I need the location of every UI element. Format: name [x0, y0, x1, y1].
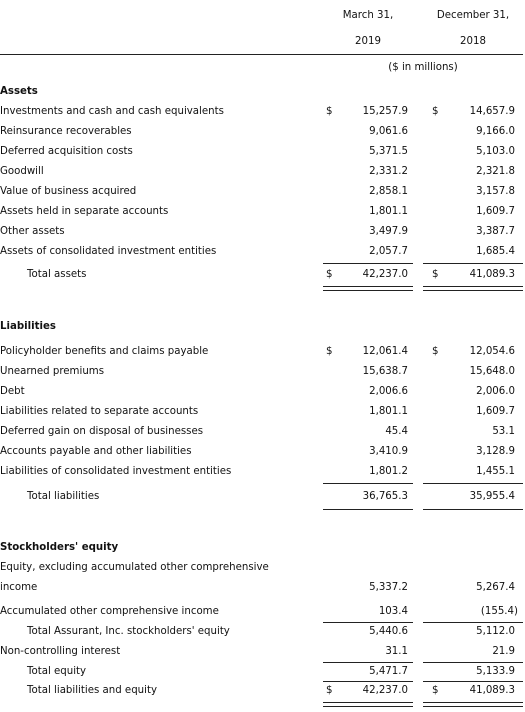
equity-ex-aoci-label-line2: income: [0, 582, 38, 593]
total-assurant-equity-2019: 5,440.6: [369, 626, 408, 637]
subtotal-rule: [323, 662, 413, 663]
assets-row-value-2018: 5,103.0: [476, 146, 515, 157]
liabilities-row-value-2018: 53.1: [492, 426, 515, 437]
assets-row-value-2019: 9,061.6: [369, 126, 408, 137]
assets-row-value-2019: 2,858.1: [369, 186, 408, 197]
liabilities-row-value-2019: 45.4: [385, 426, 408, 437]
subtotal-rule: [323, 622, 413, 623]
nci-label: Non-controlling interest: [0, 646, 121, 657]
assets-row-label: Deferred acquisition costs: [0, 146, 133, 157]
total-double-rule: [423, 286, 523, 291]
assets-row-value-2019: 5,371.5: [369, 146, 408, 157]
nci-2019: 31.1: [385, 646, 408, 657]
header-rule: [0, 54, 523, 55]
total-equity-2018: 5,133.9: [476, 666, 515, 677]
assets-row-label: Value of business acquired: [0, 186, 137, 197]
assets-row-label: Other assets: [0, 226, 65, 237]
assets-row-value-2018: 14,657.9: [469, 106, 515, 117]
dollar-sign: $: [432, 685, 439, 696]
assets-row-value-2019: 15,257.9: [362, 106, 408, 117]
aoci-label: Accumulated other comprehensive income: [0, 606, 219, 617]
assets-row-value-2018: 1,685.4: [476, 246, 515, 257]
assets-row-value-2018: 2,321.8: [476, 166, 515, 177]
assets-row-value-2019: 3,497.9: [369, 226, 408, 237]
total-liabilities-2019: 36,765.3: [362, 491, 408, 502]
total-equity-2019: 5,471.7: [369, 666, 408, 677]
liabilities-row-value-2019: 3,410.9: [369, 446, 408, 457]
col2-header-line1: December 31,: [436, 10, 510, 21]
assets-row-value-2019: 1,801.1: [369, 206, 408, 217]
liabilities-row-value-2018: 15,648.0: [469, 366, 515, 377]
liabilities-row-label: Policyholder benefits and claims payable: [0, 346, 209, 357]
assets-row-label: Assets held in separate accounts: [0, 206, 169, 217]
dollar-sign: $: [326, 106, 333, 117]
assets-row-label: Assets of consolidated investment entities: [0, 246, 217, 257]
nci-2018: 21.9: [492, 646, 515, 657]
dollar-sign: $: [326, 269, 333, 280]
dollar-sign: $: [432, 346, 439, 357]
subtotal-rule: [323, 681, 413, 682]
total-liabilities-equity-label: Total liabilities and equity: [27, 685, 157, 696]
liabilities-row-value-2019: 15,638.7: [362, 366, 408, 377]
total-double-rule: [423, 702, 523, 707]
total-equity-label: Total equity: [27, 666, 87, 677]
liabilities-row-value-2018: 3,128.9: [476, 446, 515, 457]
subtotal-rule: [423, 509, 523, 510]
assets-row-label: Investments and cash and cash equivalents: [0, 106, 224, 117]
assets-row-value-2018: 9,166.0: [476, 126, 515, 137]
liabilities-row-value-2018: 12,054.6: [469, 346, 515, 357]
liabilities-row-label: Deferred gain on disposal of businesses: [0, 426, 204, 437]
total-liabilities-equity-2019: 42,237.0: [362, 685, 408, 696]
liabilities-row-value-2019: 1,801.2: [369, 466, 408, 477]
subtotal-rule: [423, 483, 523, 484]
assets-row-label: Reinsurance recoverables: [0, 126, 132, 137]
liabilities-row-value-2019: 2,006.6: [369, 386, 408, 397]
liabilities-row-value-2019: 1,801.1: [369, 406, 408, 417]
equity-heading: Stockholders' equity: [0, 542, 119, 553]
assets-row-value-2019: 2,057.7: [369, 246, 408, 257]
subtotal-rule: [423, 662, 523, 663]
assets-row-label: Goodwill: [0, 166, 44, 177]
col2-header-year: 2018: [460, 36, 486, 47]
assets-heading: Assets: [0, 86, 38, 97]
subtotal-rule: [323, 509, 413, 510]
total-liabilities-label: Total liabilities: [27, 491, 100, 502]
units-label: ($ in millions): [388, 62, 458, 73]
col1-header-year: 2019: [355, 36, 381, 47]
total-assets-2018: 41,089.3: [469, 269, 515, 280]
assets-row-value-2018: 3,387.7: [476, 226, 515, 237]
subtotal-rule: [423, 263, 523, 264]
col1-header-line1: March 31,: [342, 10, 394, 21]
subtotal-rule: [323, 483, 413, 484]
subtotal-rule: [323, 263, 413, 264]
dollar-sign: $: [326, 685, 333, 696]
liabilities-row-label: Debt: [0, 386, 25, 397]
liabilities-row-label: Liabilities related to separate accounts: [0, 406, 199, 417]
liabilities-row-label: Accounts payable and other liabilities: [0, 446, 192, 457]
liabilities-row-value-2018: 1,609.7: [476, 406, 515, 417]
total-assets-label: Total assets: [27, 269, 87, 280]
total-liabilities-equity-2018: 41,089.3: [469, 685, 515, 696]
assets-row-value-2019: 2,331.2: [369, 166, 408, 177]
assets-row-value-2018: 3,157.8: [476, 186, 515, 197]
liabilities-row-value-2019: 12,061.4: [362, 346, 408, 357]
total-double-rule: [323, 702, 413, 707]
aoci-2019: 103.4: [378, 606, 408, 617]
liabilities-row-label: Liabilities of consolidated investment entities: [0, 466, 232, 477]
equity-ex-aoci-2018: 5,267.4: [476, 582, 515, 593]
total-liabilities-2018: 35,955.4: [469, 491, 515, 502]
liabilities-row-label: Unearned premiums: [0, 366, 105, 377]
total-assurant-equity-2018: 5,112.0: [476, 626, 515, 637]
dollar-sign: $: [432, 106, 439, 117]
liabilities-row-value-2018: 2,006.0: [476, 386, 515, 397]
subtotal-rule: [423, 622, 523, 623]
total-assets-2019: 42,237.0: [362, 269, 408, 280]
aoci-2018: (155.4): [480, 606, 518, 617]
assets-row-value-2018: 1,609.7: [476, 206, 515, 217]
total-double-rule: [323, 286, 413, 291]
equity-ex-aoci-2019: 5,337.2: [369, 582, 408, 593]
equity-ex-aoci-label-line1: Equity, excluding accumulated other comprehensive: [0, 562, 269, 573]
dollar-sign: $: [326, 346, 333, 357]
total-assurant-equity-label: Total Assurant, Inc. stockholders' equity: [27, 626, 230, 637]
liabilities-heading: Liabilities: [0, 321, 56, 332]
subtotal-rule: [423, 681, 523, 682]
dollar-sign: $: [432, 269, 439, 280]
liabilities-row-value-2018: 1,455.1: [476, 466, 515, 477]
